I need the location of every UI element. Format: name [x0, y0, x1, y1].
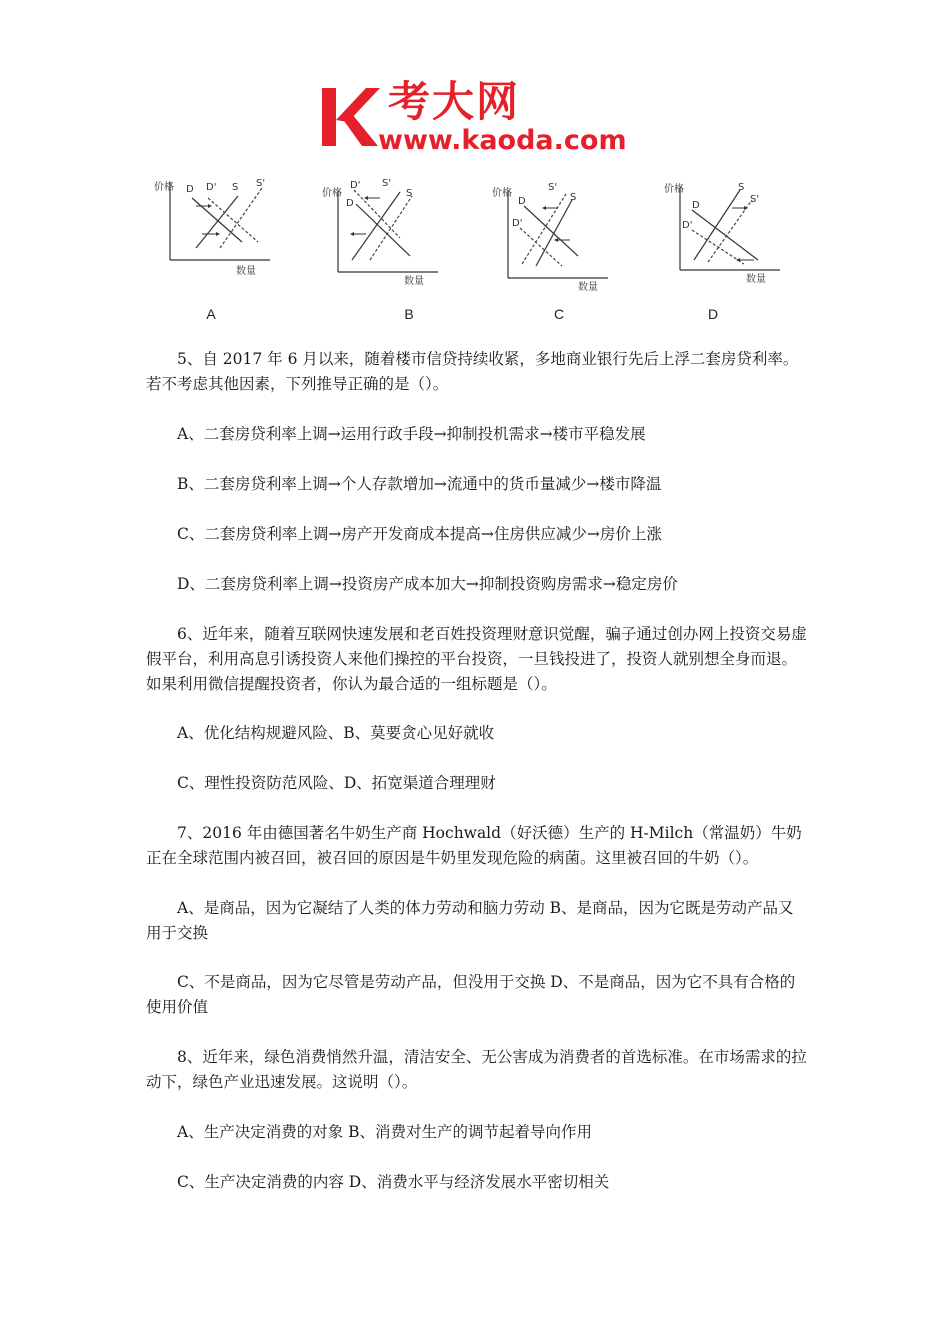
svg-text:D': D': [512, 218, 523, 229]
svg-text:数量: 数量: [746, 274, 766, 285]
svg-text:D: D: [346, 198, 354, 209]
price-label: 价格: [154, 182, 174, 193]
question-5-stem: 5、自 2017 年 6 月以来，随着楼市信贷持续收紧，多地商业银行先后上浮二套房贷利率。若不考虑其他因素，下列推导正确的是（）。: [146, 350, 799, 393]
question-6-options-cd: C、理性投资防范风险、D、拓宽渠道合理理财: [177, 774, 496, 792]
svg-text:D': D': [350, 180, 361, 191]
svg-text:D: D: [518, 196, 526, 207]
svg-text:S: S: [570, 192, 577, 203]
question-8-stem: 8、近年来，绿色消费悄然升温，清洁安全、无公害成为消费者的首选标准。在市场需求的拉动下，绿色产业迅速发展。这说明（）。: [146, 1048, 807, 1091]
svg-text:数量: 数量: [578, 282, 598, 293]
graph-a: [150, 176, 275, 276]
question-7-options-cd: C、不是商品，因为它尽管是劳动产品，但没用于交换 D、不是商品，因为它不具有合格的使用价值: [146, 973, 796, 1016]
question-7-options-ab: A、是商品，因为它凝结了人类的体力劳动和脑力劳动 B、是商品，因为它既是劳动产品又用于交换: [146, 899, 794, 942]
quantity-label: 数量: [236, 266, 256, 276]
graph-b: [320, 176, 445, 288]
svg-text:S': S': [548, 182, 558, 193]
question-8-options-cd: C、生产决定消费的内容 D、消费水平与经济发展水平密切相关: [177, 1173, 610, 1191]
question-5-option-d: D、二套房贷利率上调→投资房产成本加大→抑制投资购房需求→稳定房价: [177, 575, 678, 593]
svg-text:S: S: [232, 182, 239, 193]
svg-text:价格: 价格: [492, 188, 512, 199]
svg-text:D': D': [206, 182, 217, 193]
question-6-stem: 6、近年来，随着互联网快速发展和老百姓投资理财意识觉醒，骗子通过创办网上投资交易虚假平台，利用高息引诱投资人来他们操控的平台投资，一旦钱投进了，投资人就别想全身而退。如果利用微信提醒投资者，你认为最合适的一组标题是（）。: [146, 625, 807, 693]
svg-text:S: S: [406, 188, 413, 199]
question-6-options-ab: A、优化结构规避风险、B、莫要贪心见好就收: [177, 724, 495, 742]
k-logo-icon: [318, 84, 382, 150]
graph-label-d: D: [707, 306, 719, 322]
svg-text:数量: 数量: [404, 276, 424, 287]
svg-text:D': D': [682, 220, 693, 231]
graph-label-a: A: [206, 306, 216, 322]
svg-text:D: D: [692, 200, 700, 211]
graph-label-b: B: [404, 306, 414, 322]
svg-text:S': S': [256, 178, 266, 189]
site-logo: [318, 78, 638, 158]
graph-label-c: C: [553, 306, 565, 322]
question-8-options-ab: A、生产决定消费的对象 B、消费对生产的调节起着导向作用: [177, 1123, 593, 1141]
svg-text:S': S': [750, 194, 760, 205]
graph-c: [490, 176, 615, 296]
svg-text:价格: 价格: [664, 184, 684, 195]
svg-text:S': S': [382, 178, 392, 189]
svg-text:D: D: [186, 184, 194, 195]
logo-url-text: www.kaoda.com: [378, 125, 627, 156]
svg-text:S: S: [738, 182, 745, 193]
question-5-option-c: C、二套房贷利率上调→房产开发商成本提高→住房供应减少→房价上涨: [177, 525, 662, 543]
question-5-option-b: B、二套房贷利率上调→个人存款增加→流通中的货币量减少→楼市降温: [177, 475, 662, 493]
logo-chinese-text: 考大网: [388, 77, 521, 126]
svg-text:价格: 价格: [322, 188, 342, 199]
question-7-stem: 7、2016 年由德国著名牛奶生产商 Hochwald（好沃德）生产的 H-Milch（常温奶）牛奶正在全球范围内被召回，被召回的原因是牛奶里发现危险的病菌。这里被召回的牛奶（）。: [146, 824, 802, 867]
graph-d: [662, 176, 787, 288]
question-5-option-a: A、二套房贷利率上调→运用行政手段→抑制投机需求→楼市平稳发展: [177, 425, 646, 443]
